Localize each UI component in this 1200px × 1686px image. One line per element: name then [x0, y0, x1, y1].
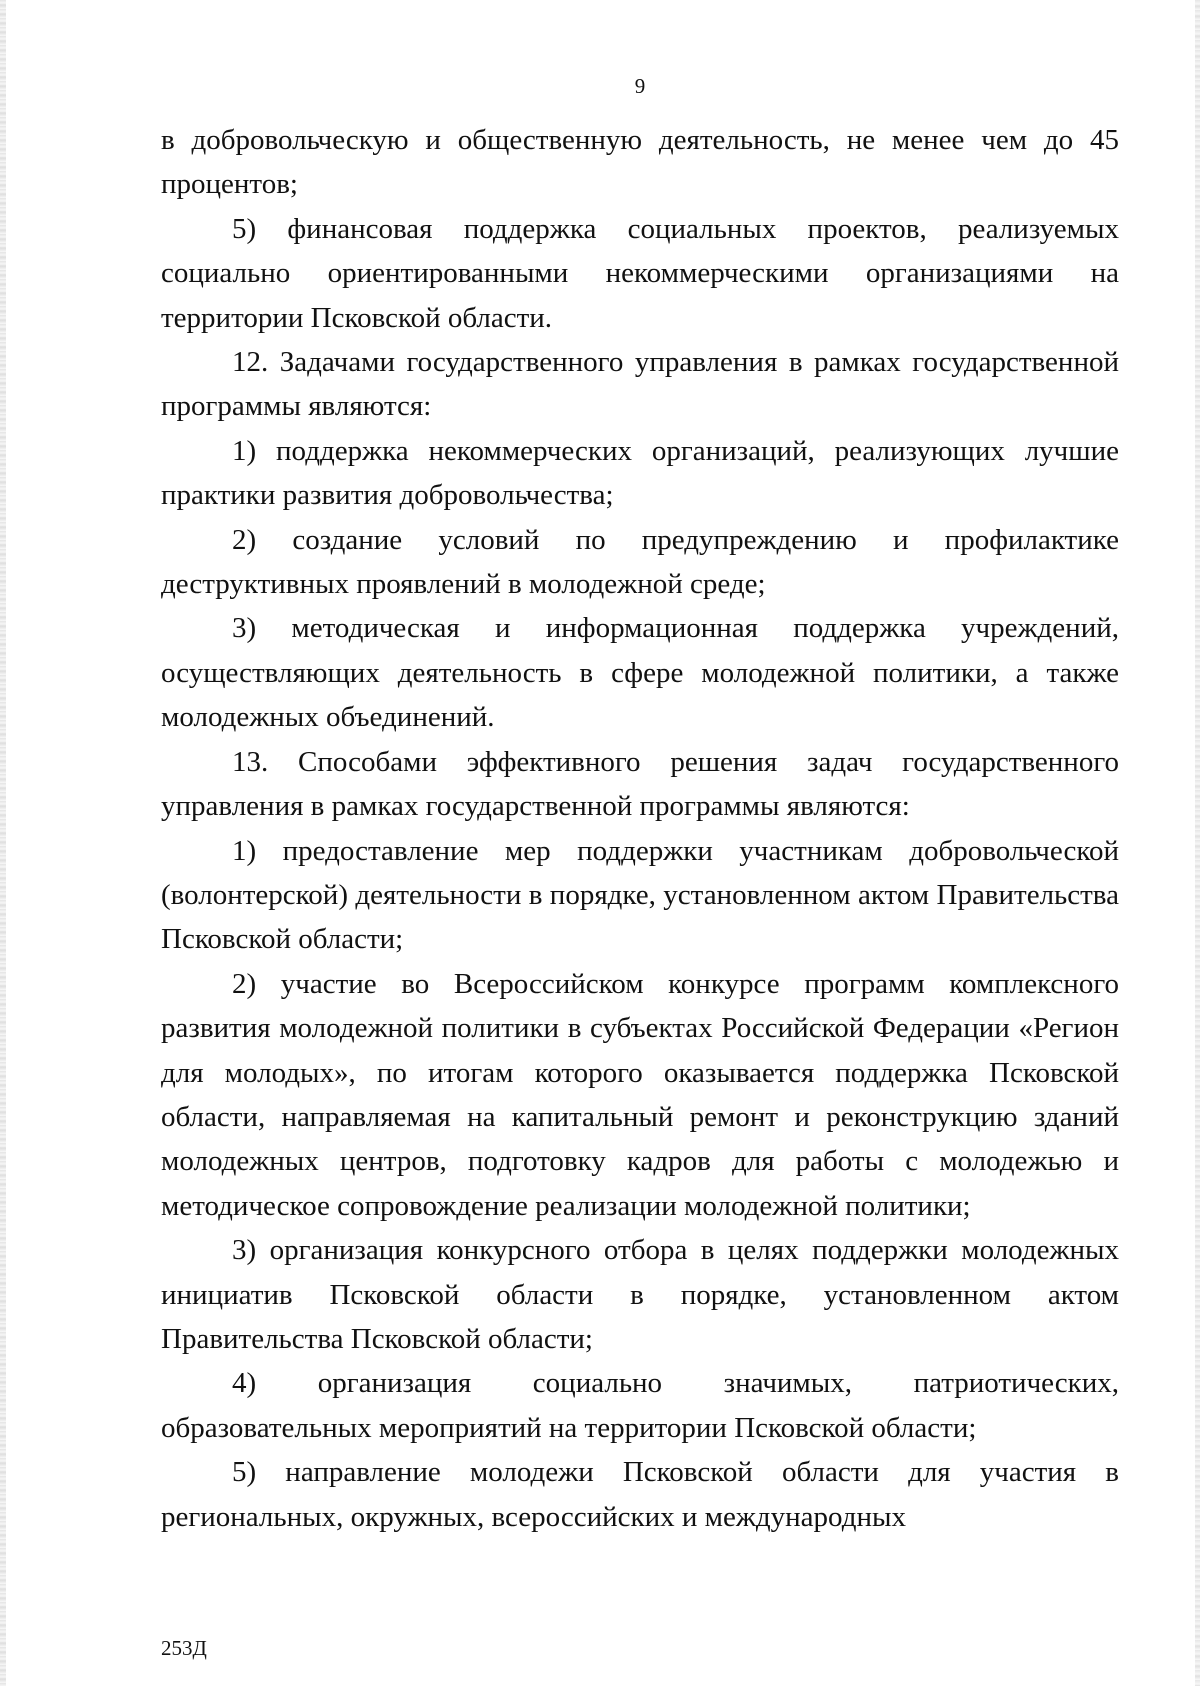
document-body	[161, 118, 1119, 1539]
paragraph-method-2: 2) участие во Всероссийском конкурсе программ комплексного развития молодежной политики в субъектах Российской Федерации «Регион для молодых», по итогам которого оказывается поддержка Псковской области, направляемая на капитальный ремонт и реконструкцию зданий молодежных центров, подготовку кадров для работы с молодежью и методическое сопровождение реализации молодежной политики;	[161, 967, 1119, 1222]
paragraph-method-5: 5) направление молодежи Псковской области для участия в региональных, окружных, всероссийских и международных	[161, 1456, 1119, 1533]
paragraph-section-12: 12. Задачами государственного управления в рамках государственной программы являются:	[161, 346, 1119, 423]
paragraph-task-3: 3) методическая и информационная поддержка учреждений, осуществляющих деятельность в сфере молодежной политики, а также молодежных объединений.	[161, 612, 1119, 734]
paragraph-section-13: 13. Способами эффективного решения задач государственного управления в рамках государственной программы являются:	[161, 745, 1119, 823]
footer-document-code: 253Д	[161, 1636, 207, 1660]
scan-edge-left	[0, 0, 6, 1686]
paragraph-method-1: 1) предоставление мер поддержки участникам добровольческой (волонтерской) деятельности в порядке, установленном актом Правительства Псковской области;	[161, 834, 1119, 956]
paragraph-task-1: 1) поддержка некоммерческих организаций, реализующих лучшие практики развития добровольчества;	[161, 434, 1119, 512]
scan-edge-right	[1195, 0, 1200, 1686]
page-number: 9	[634, 74, 646, 98]
paragraph-method-3: 3) организация конкурсного отбора в целях поддержки молодежных инициатив Псковской области в порядке, установленном актом Правительства Псковской области;	[161, 1234, 1119, 1355]
paragraph-method-4: 4) организация социально значимых, патриотических, образовательных мероприятий на территории Псковской области;	[161, 1367, 1119, 1444]
paragraph-item-5-financial-support: 5) финансовая поддержка социальных проектов, реализуемых социально ориентированными некоммерческими организациями на территории Псковской области.	[161, 212, 1119, 334]
paragraph-continuation: в добровольческую и общественную деятельность, не менее чем до 45 процентов;	[161, 124, 1119, 201]
paragraph-task-2: 2) создание условий по предупреждению и профилактике деструктивных проявлений в молодежной среде;	[161, 523, 1119, 601]
